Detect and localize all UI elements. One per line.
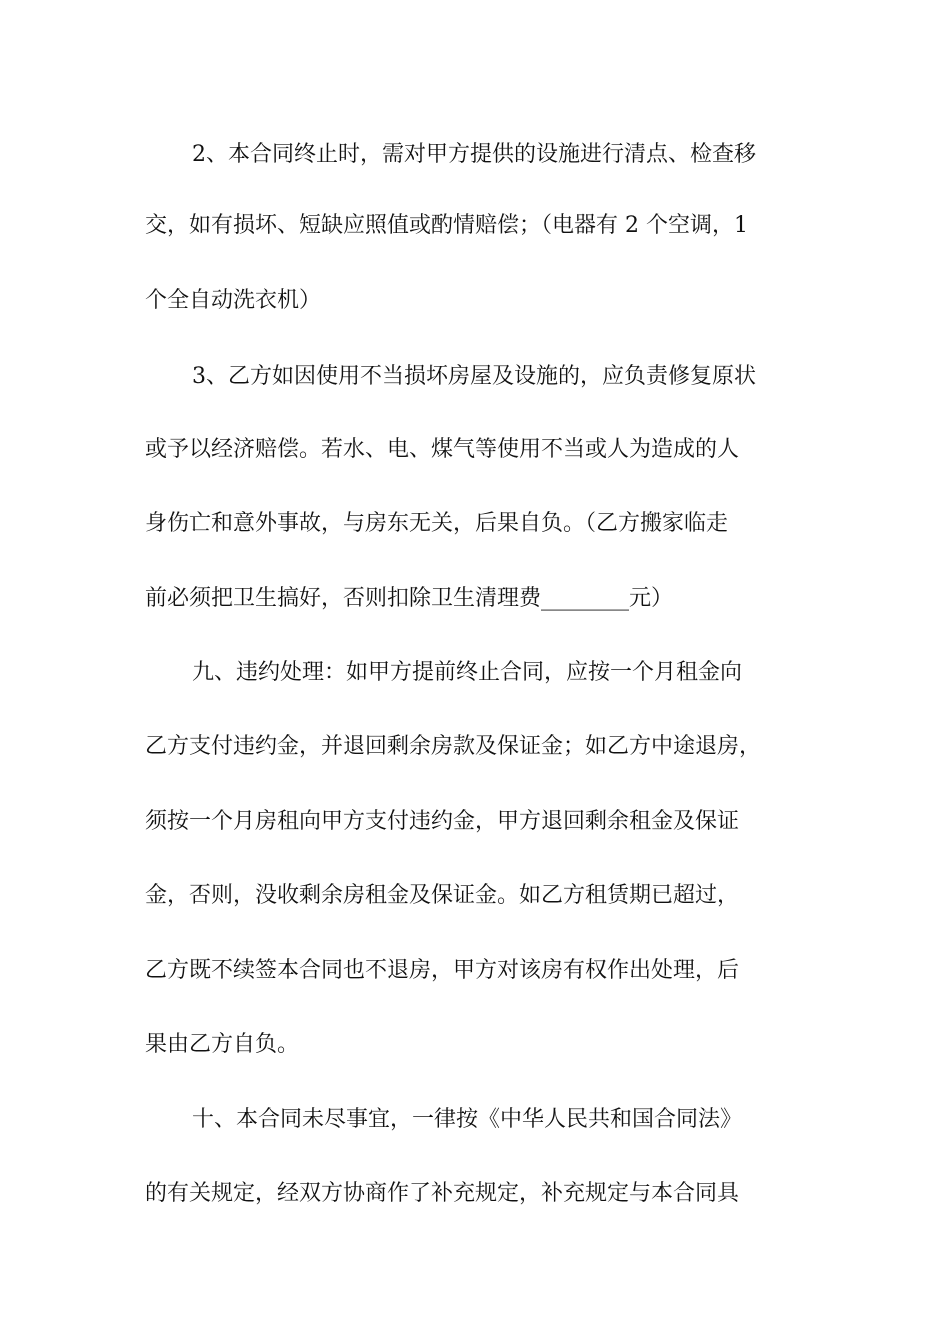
text-line: 前必须把卫生搞好，否则扣除卫生清理费________元） (145, 586, 674, 611)
text-line: 或予以经济赔偿。若水、电、煤气等使用不当或人为造成的人 (145, 437, 740, 462)
text-line: 个全自动洗衣机） (145, 288, 322, 313)
text-line: 的有关规定，经双方协商作了补充规定，补充规定与本合同具 (145, 1181, 740, 1206)
text-line: 须按一个月房租向甲方支付违约金，甲方退回剩余租金及保证 (145, 809, 740, 834)
text-line: 金，否则，没收剩余房租金及保证金。如乙方租赁期已超过， (145, 883, 740, 908)
text-line: 乙方支付违约金，并退回剩余房款及保证金；如乙方中途退房， (145, 734, 762, 759)
text-line: 九、违约处理：如甲方提前终止合同，应按一个月租金向 (192, 660, 743, 685)
text-line: 乙方既不续签本合同也不退房，甲方对该房有权作出处理，后 (145, 958, 740, 983)
text-line: 2、本合同终止时，需对甲方提供的设施进行清点、检查移 (192, 142, 756, 167)
text-line: 交，如有损坏、短缺应照值或酌情赔偿；（电器有 2 个空调，1 (145, 213, 748, 238)
text-line: 3、乙方如因使用不当损坏房屋及设施的，应负责修复原状 (192, 364, 756, 389)
text-line: 十、本合同未尽事宜，一律按《中华人民共和国合同法》 (192, 1107, 743, 1132)
text-line: 果由乙方自负。 (145, 1032, 300, 1057)
text-line: 身伤亡和意外事故，与房东无关，后果自负。（乙方搬家临走 (145, 511, 729, 536)
